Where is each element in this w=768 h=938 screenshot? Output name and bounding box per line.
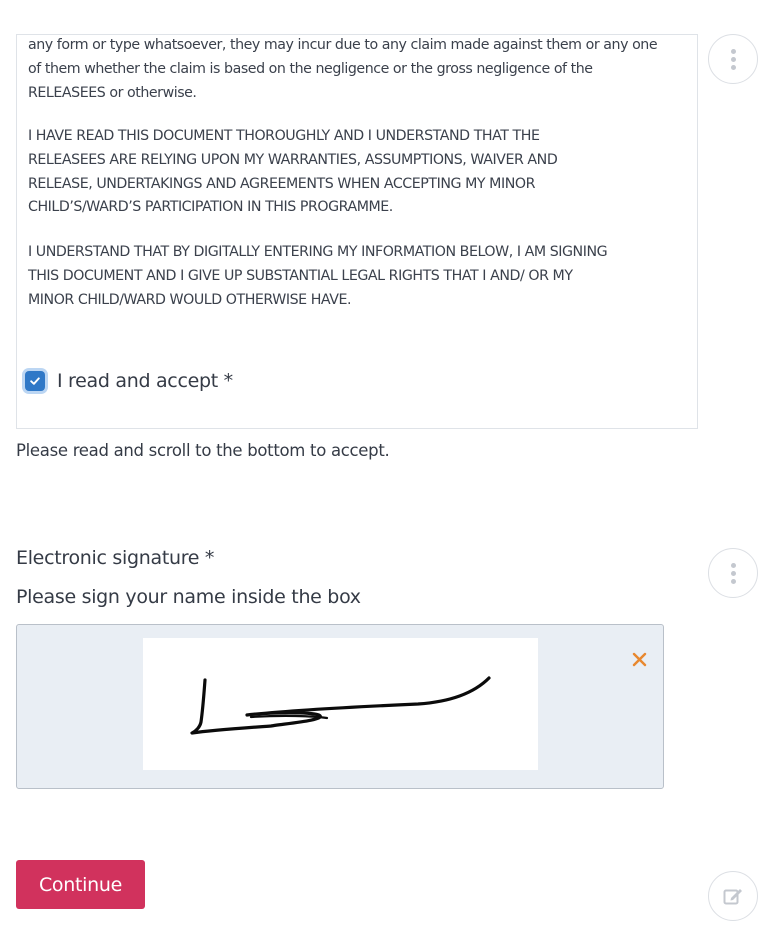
accept-checkbox[interactable] [25,371,45,391]
terms-scroll-box[interactable] [16,34,698,429]
more-vertical-icon [731,49,736,70]
terms-paragraph [28,241,692,312]
terms-line: I HAVE READ THIS DOCUMENT THOROUGHLY AND I UNDERSTAND THAT THE [28,128,540,144]
close-icon[interactable] [629,649,651,671]
more-vertical-icon [731,563,736,584]
terms-line: RELEASE, UNDERTAKINGS AND AGREEMENTS WHEN ACCEPTING MY MINOR [28,175,535,192]
accept-label: I read and accept * [57,370,233,392]
terms-line: THIS DOCUMENT AND I GIVE UP SUBSTANTIAL LEGAL RIGHTS THAT I AND/ OR MY [28,267,573,284]
edit-icon [721,884,745,908]
scroll-hint-text: Please read and scroll to the bottom to accept. [16,441,390,460]
signature-canvas[interactable] [143,638,538,770]
terms-line: any form or type whatsoever, they may incur due to any claim made against them or any one [28,37,658,53]
signature-title: Electronic signature * [16,547,215,569]
continue-button[interactable]: Continue [16,860,145,909]
terms-line: CHILD’S/WARD’S PARTICIPATION IN THIS PROGRAMME. [28,199,393,216]
more-options-button[interactable] [708,548,758,598]
terms-line: MINOR CHILD/WARD WOULD OTHERWISE HAVE. [28,291,352,308]
signature-pad[interactable] [16,624,664,789]
terms-paragraph [28,34,692,105]
accept-checkbox-row[interactable] [25,366,233,396]
terms-line: of them whether the claim is based on the negligence or the gross negligence of the [28,60,593,77]
terms-line: I UNDERSTAND THAT BY DIGITALLY ENTERING MY INFORMATION BELOW, I AM SIGNING [28,244,608,260]
signature-drawing [143,638,538,770]
edit-button[interactable] [708,871,758,921]
more-options-button[interactable] [708,34,758,84]
check-icon [29,375,41,387]
terms-paragraph [28,125,692,220]
terms-line: RELEASEES ARE RELYING UPON MY WARRANTIES, ASSUMPTIONS, WAIVER AND [28,151,558,168]
signature-instruction: Please sign your name inside the box [16,586,361,608]
terms-line: RELEASEES or otherwise. [28,84,197,101]
